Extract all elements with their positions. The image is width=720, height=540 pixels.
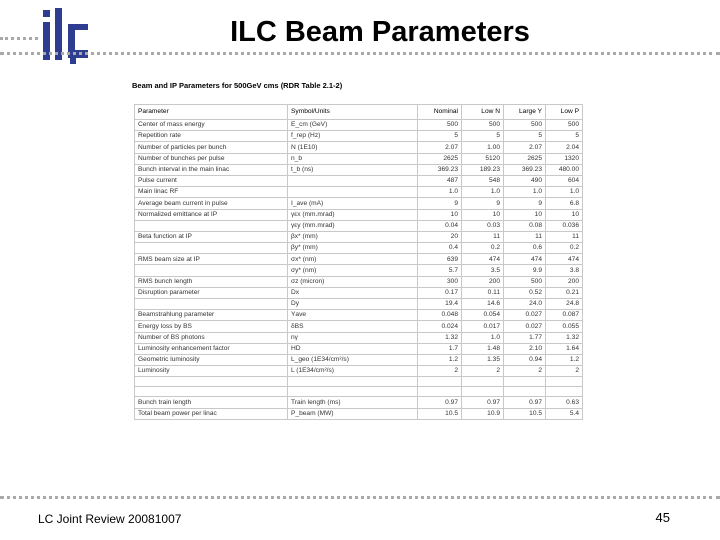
table-cell: 0.17 [418,287,462,298]
table-cell: 5.4 [546,408,583,419]
table-cell: 0.2 [546,243,583,254]
table-cell: Disruption parameter [135,287,288,298]
table-cell: 0.017 [462,321,504,332]
table-cell: 0.63 [546,397,583,408]
table-cell: 0.21 [546,287,583,298]
table-row [135,243,583,254]
table-cell: 474 [462,254,504,265]
table-cell: 474 [546,254,583,265]
table-cell: 11 [462,231,504,242]
slide-title: ILC Beam Parameters [230,16,530,48]
table-cell: 0.97 [418,397,462,408]
table-cell: Dy [288,299,418,310]
table-cell [546,377,583,387]
table-cell: 10.5 [504,408,546,419]
footer-label: LC Joint Review 20081007 [38,512,182,526]
table-cell: 1.0 [546,187,583,198]
table-row [135,299,583,310]
table-cell: Main linac RF [135,187,288,198]
table-cell: nγ [288,332,418,343]
table-row [135,366,583,377]
table-cell: 5 [546,131,583,142]
table-cell: 10.5 [418,408,462,419]
table-row [135,187,583,198]
table-cell: 480.00 [546,164,583,175]
table-cell: 0.024 [418,321,462,332]
table-cell: Beta function at IP [135,231,288,242]
table-cell: Number of particles per bunch [135,142,288,153]
table-cell: 2.04 [546,142,583,153]
ilc-logo [40,6,94,66]
table-row [135,310,583,321]
table-cell: βx* (mm) [288,231,418,242]
table-cell: σz (micron) [288,276,418,287]
table-cell [462,377,504,387]
table-cell: 5 [504,131,546,142]
table-cell: Υave [288,310,418,321]
table-cell: 2.07 [504,142,546,153]
table-cell: 500 [504,120,546,131]
table-cell: L_geo (1E34/cm²/s) [288,354,418,365]
table-cell: 500 [504,276,546,287]
page-number: 45 [655,510,670,525]
table-cell: 3.5 [462,265,504,276]
table-cell: 0.97 [504,397,546,408]
table-cell: 2 [462,366,504,377]
header-dotted-rule [0,52,720,55]
table-cell [462,387,504,397]
table-cell [288,187,418,198]
table-cell [135,387,288,397]
table-row [135,220,583,231]
table-cell: 3.8 [546,265,583,276]
table-row [135,408,583,419]
table-cell: Geometric luminosity [135,354,288,365]
table-cell: 300 [418,276,462,287]
table-cell: RMS bunch length [135,276,288,287]
parameter-table [134,104,583,420]
table-cell: Center of mass energy [135,120,288,131]
table-row [135,175,583,186]
table-cell: 20 [418,231,462,242]
table-cell: E_cm (GeV) [288,120,418,131]
table-cell: 1.32 [418,332,462,343]
table-header-row [135,105,583,120]
table-cell: Pulse current [135,175,288,186]
table-cell: 1.77 [504,332,546,343]
column-header: Symbol/Units [288,105,418,120]
table-cell: 0.027 [504,310,546,321]
table-cell: 24.8 [546,299,583,310]
table-row [135,387,583,397]
table-cell: 10 [546,209,583,220]
table-cell: 0.11 [462,287,504,298]
table-cell: 0.054 [462,310,504,321]
table-cell: I_ave (mA) [288,198,418,209]
table-cell: 548 [462,175,504,186]
table-cell: 9 [462,198,504,209]
table-cell: 10.9 [462,408,504,419]
table-row [135,153,583,164]
column-header: Nominal [418,105,462,120]
table-cell: 0.6 [504,243,546,254]
table-cell: 2.07 [418,142,462,153]
table-cell: t_b (ns) [288,164,418,175]
table-cell: 0.4 [418,243,462,254]
table-caption: Beam and IP Parameters for 500GeV cms (RDR Table 2.1-2) [132,81,343,90]
table-row [135,321,583,332]
column-header: Low P [546,105,583,120]
table-cell [135,265,288,276]
table-cell: 5 [462,131,504,142]
table-row [135,209,583,220]
table-row [135,354,583,365]
table-cell: 6.8 [546,198,583,209]
table-cell: 5120 [462,153,504,164]
table-cell: 0.04 [418,220,462,231]
table-row [135,343,583,354]
table-cell: 11 [504,231,546,242]
table-row [135,287,583,298]
table-cell: 10 [418,209,462,220]
table-cell: 5.7 [418,265,462,276]
table-cell [135,220,288,231]
table-cell [135,299,288,310]
table-cell: 1.48 [462,343,504,354]
table-cell: 2 [546,366,583,377]
table-cell: 1.2 [418,354,462,365]
table-cell: 0.97 [462,397,504,408]
table-cell: N (1E10) [288,142,418,153]
table-row [135,254,583,265]
table-cell: 0.03 [462,220,504,231]
table-cell: Bunch interval in the main linac [135,164,288,175]
table-row [135,332,583,343]
table-cell: 2625 [418,153,462,164]
table-cell: L (1E34/cm²/s) [288,366,418,377]
table-cell: Average beam current in pulse [135,198,288,209]
table-cell: HD [288,343,418,354]
table-row [135,131,583,142]
table-cell: 9 [504,198,546,209]
table-cell: P_beam (MW) [288,408,418,419]
column-header: Parameter [135,105,288,120]
table-cell: 500 [418,120,462,131]
table-cell: 2.10 [504,343,546,354]
table-cell: 11 [546,231,583,242]
table-cell: 500 [462,120,504,131]
table-row [135,120,583,131]
table-cell [288,387,418,397]
table-cell: 19.4 [418,299,462,310]
table-row [135,397,583,408]
table-cell: 200 [462,276,504,287]
table-cell: 189.23 [462,164,504,175]
table-cell: γεy (mm.mrad) [288,220,418,231]
table-body [135,120,583,420]
table-cell: 369.23 [418,164,462,175]
parameter-table-image [128,78,588,486]
table-cell: 1.00 [462,142,504,153]
table-row [135,265,583,276]
table-cell [288,377,418,387]
table-cell: 0.2 [462,243,504,254]
table-cell [546,387,583,397]
table-cell: 2 [504,366,546,377]
table-cell: 2 [418,366,462,377]
table-row [135,231,583,242]
table-cell: 604 [546,175,583,186]
table-cell: 0.048 [418,310,462,321]
table-cell: Train length (ms) [288,397,418,408]
table-cell: Luminosity [135,366,288,377]
table-cell [418,377,462,387]
table-cell: 1.2 [546,354,583,365]
footer-dotted-rule [0,496,720,499]
table-cell: σx* (nm) [288,254,418,265]
header-dotted-rule-left [0,37,38,40]
table-cell: δBS [288,321,418,332]
table-cell: Total beam power per linac [135,408,288,419]
table-cell [504,387,546,397]
table-cell: 1.0 [504,187,546,198]
table-cell: 0.027 [504,321,546,332]
table-cell [135,377,288,387]
table-cell: 0.52 [504,287,546,298]
table-cell [418,387,462,397]
table-cell: n_b [288,153,418,164]
table-cell: 639 [418,254,462,265]
table-cell: 487 [418,175,462,186]
table-cell: Beamstrahlung parameter [135,310,288,321]
table-cell: 1.0 [462,332,504,343]
table-cell: 500 [546,120,583,131]
table-cell: Energy loss by BS [135,321,288,332]
table-cell: 0.055 [546,321,583,332]
table-cell: γεx (mm.mrad) [288,209,418,220]
table-cell: 0.087 [546,310,583,321]
column-header: Low N [462,105,504,120]
table-cell: Normalized emittance at IP [135,209,288,220]
table-cell [504,377,546,387]
table-row [135,142,583,153]
table-cell: 1320 [546,153,583,164]
table-cell: 369.23 [504,164,546,175]
table-cell: 1.0 [418,187,462,198]
table-cell: 474 [504,254,546,265]
table-cell: 24.0 [504,299,546,310]
table-cell: f_rep (Hz) [288,131,418,142]
table-cell: 1.64 [546,343,583,354]
table-cell: RMS beam size at IP [135,254,288,265]
table-row [135,198,583,209]
table-cell: 2625 [504,153,546,164]
table-cell: Bunch train length [135,397,288,408]
table-cell: 1.7 [418,343,462,354]
table-cell [288,175,418,186]
table-cell: σy* (nm) [288,265,418,276]
table-cell: 490 [504,175,546,186]
table-cell: Number of bunches per pulse [135,153,288,164]
table-cell: 200 [546,276,583,287]
table-cell: 10 [504,209,546,220]
table-cell: 1.35 [462,354,504,365]
table-cell: Repetition rate [135,131,288,142]
table-cell: 9.9 [504,265,546,276]
table-cell: βy* (mm) [288,243,418,254]
table-cell: Number of BS photons [135,332,288,343]
table-row [135,377,583,387]
table-cell: 1.0 [462,187,504,198]
table-cell: Luminosity enhancement factor [135,343,288,354]
table-cell: 0.08 [504,220,546,231]
table-cell [135,243,288,254]
table-cell: Dx [288,287,418,298]
column-header: Large Y [504,105,546,120]
table-cell: 10 [462,209,504,220]
table-cell: 9 [418,198,462,209]
table-cell: 1.32 [546,332,583,343]
table-cell: 0.036 [546,220,583,231]
table-cell: 14.6 [462,299,504,310]
table-row [135,276,583,287]
table-cell: 5 [418,131,462,142]
table-row [135,164,583,175]
table-cell: 0.94 [504,354,546,365]
